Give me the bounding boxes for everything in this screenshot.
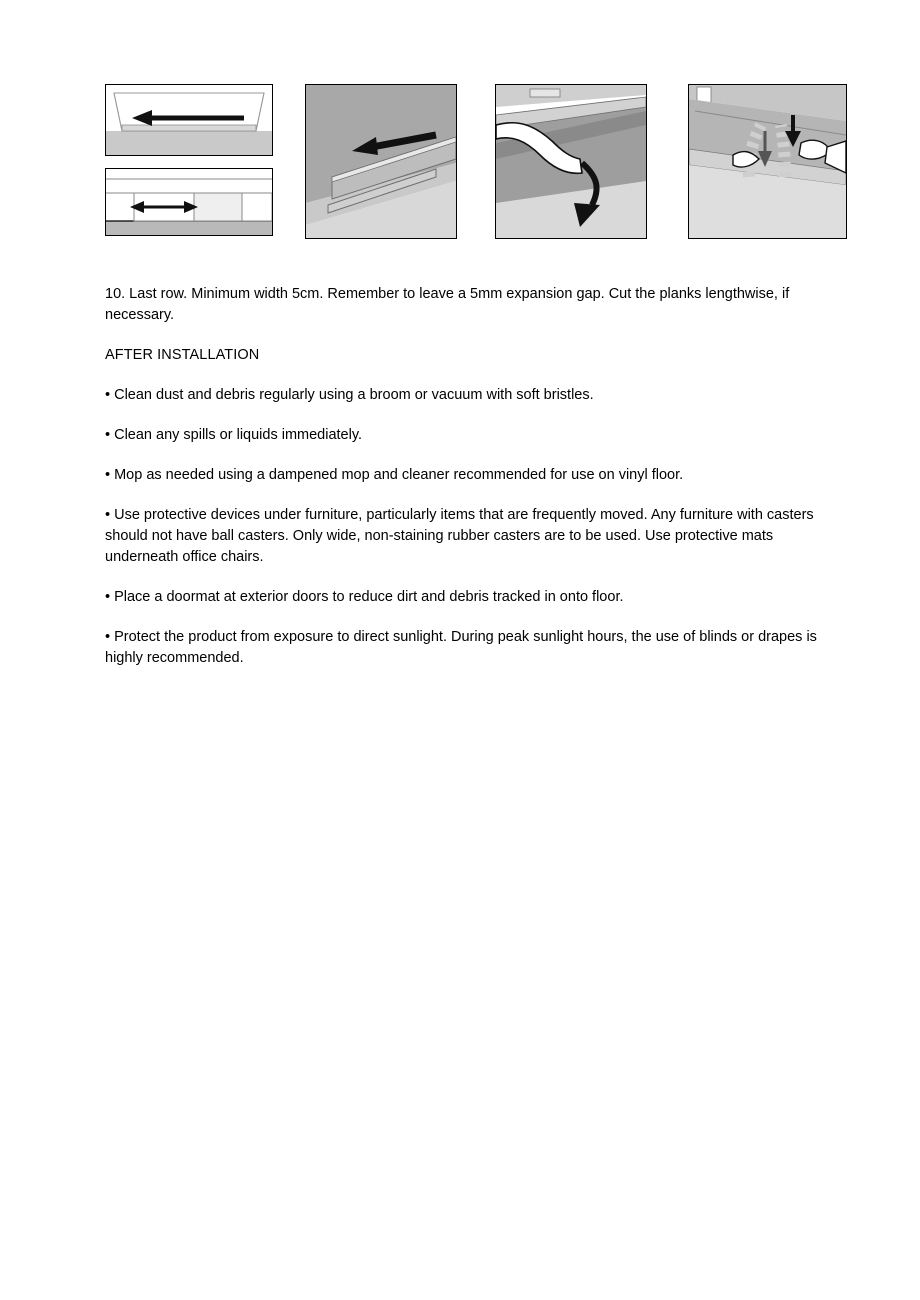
press-plank-icon bbox=[689, 85, 846, 238]
figure-press-plank-into-place bbox=[688, 84, 847, 239]
page-content bbox=[105, 80, 847, 688]
list-item: • Clean dust and debris regularly using a broom or vacuum with soft bristles. bbox=[105, 387, 594, 403]
figure-hand-rotating-plank bbox=[495, 84, 647, 239]
list-item: • Use protective devices under furniture, particularly items that are frequently moved. Any furniture with casters should not have ball casters. Only wide, non-staining rubber casters are to be used. Use protective mats underneath office chairs. bbox=[105, 507, 814, 565]
figure-last-row-top-view bbox=[105, 84, 273, 156]
width-measure-icon bbox=[106, 169, 272, 235]
list-item: • Clean any spills or liquids immediately. bbox=[105, 427, 363, 443]
section-heading-after-installation: AFTER INSTALLATION bbox=[105, 347, 260, 363]
figure-strip bbox=[105, 80, 847, 248]
figure-last-row-width-measure bbox=[105, 168, 273, 236]
list-item: • Protect the product from exposure to direct sunlight. During peak sunlight hours, the use of blinds or drapes is highly recommended. bbox=[105, 629, 817, 666]
figure-plank-slide-direction bbox=[305, 84, 457, 239]
step-10-text: 10. Last row. Minimum width 5cm. Remember to leave a 5mm expansion gap. Cut the planks lengthwise, if necessary. bbox=[105, 286, 790, 323]
list-item: • Place a doormat at exterior doors to reduce dirt and debris tracked in onto floor. bbox=[105, 589, 624, 605]
last-row-top-view-icon bbox=[106, 85, 272, 155]
hand-rotate-icon bbox=[496, 85, 646, 238]
plank-slide-icon bbox=[306, 85, 456, 238]
list-item: • Mop as needed using a dampened mop and cleaner recommended for use on vinyl floor. bbox=[105, 467, 684, 483]
